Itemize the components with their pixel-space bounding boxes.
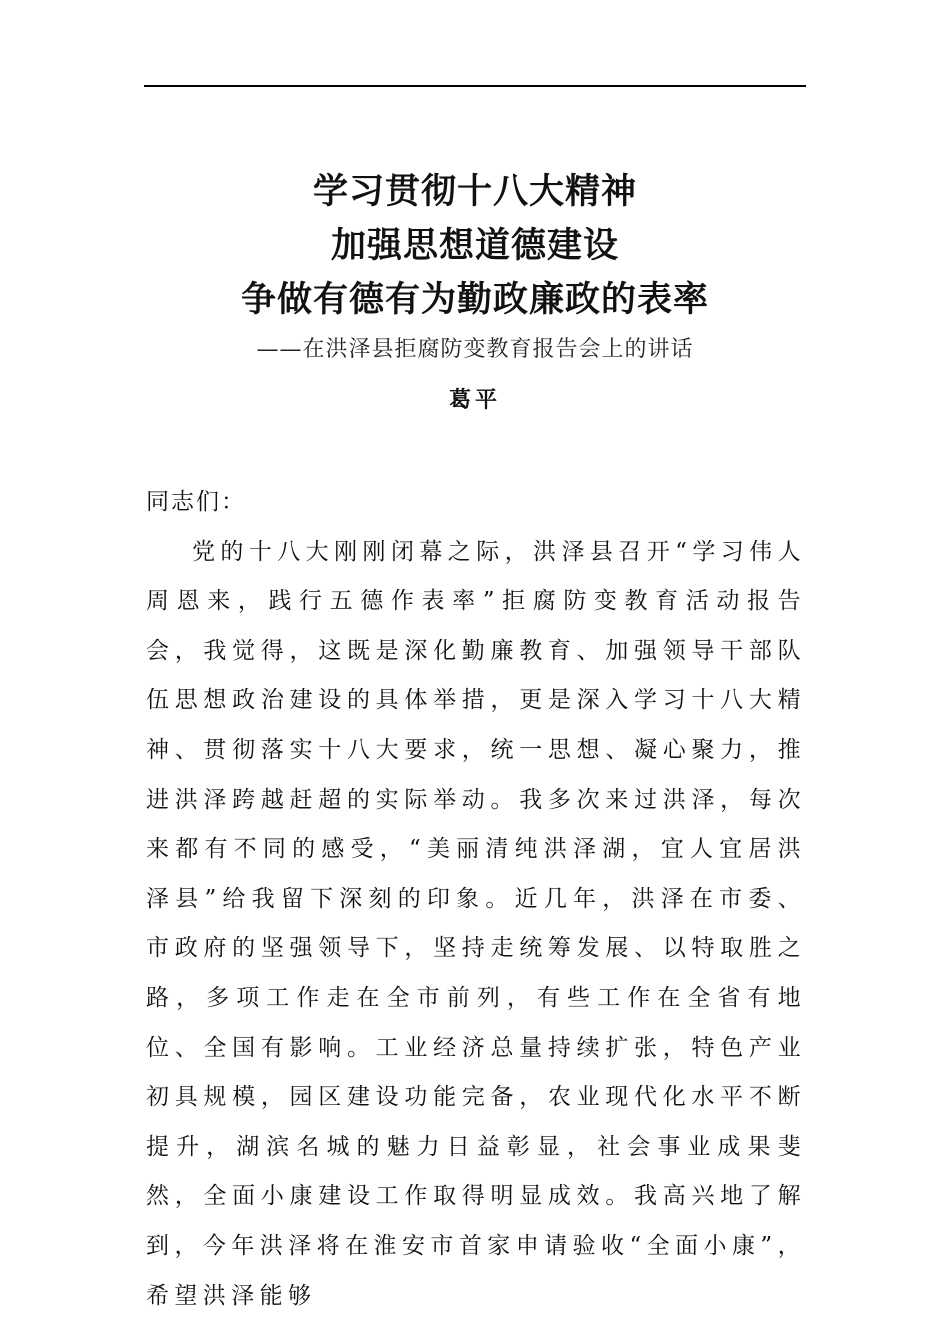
title-block	[0, 165, 950, 327]
body-paragraph: 党的十八大刚刚闭幕之际，洪泽县召开“学习伟人周恩来，践行五德作表率”拒腐防变教育活动报告会，我觉得，这既是深化勤廉教育、加强领导干部队伍思想政治建设的具体举措，更是深入学习十八大精神、贯彻落实十八大要求，统一思想、凝心聚力，推进洪泽跨越赶超的实际举动。我多次来过洪泽，每次来都有不同的感受，“美丽清纯洪泽湖，宜人宜居洪泽县”给我留下深刻的印象。近几年，洪泽在市委、市政府的坚强领导下，坚持走统筹发展、以特取胜之路，多项工作走在全市前列，有些工作在全省有地位、全国有影响。工业经济总量持续扩张，特色产业初具规模，园区建设功能完备，农业现代化水平不断提升，湖滨名城的魅力日益彰显，社会事业成果斐然，全面小康建设工作取得明显成效。我高兴地了解到，今年洪泽将在淮安市首家申请验收“全面小康”，希望洪泽能够	[146, 538, 806, 1309]
header-rule	[144, 85, 806, 87]
greeting: 同志们：	[146, 489, 246, 515]
title-line-3: 争做有德有为勤政廉政的表率	[240, 279, 709, 320]
document-body	[146, 478, 806, 1321]
title-line-1: 学习贯彻十八大精神	[312, 171, 637, 212]
author-name: 葛平	[448, 387, 501, 413]
subtitle: ——在洪泽县拒腐防变教育报告会上的讲话	[256, 337, 694, 362]
title-line-2: 加强思想道德建设	[330, 225, 619, 266]
